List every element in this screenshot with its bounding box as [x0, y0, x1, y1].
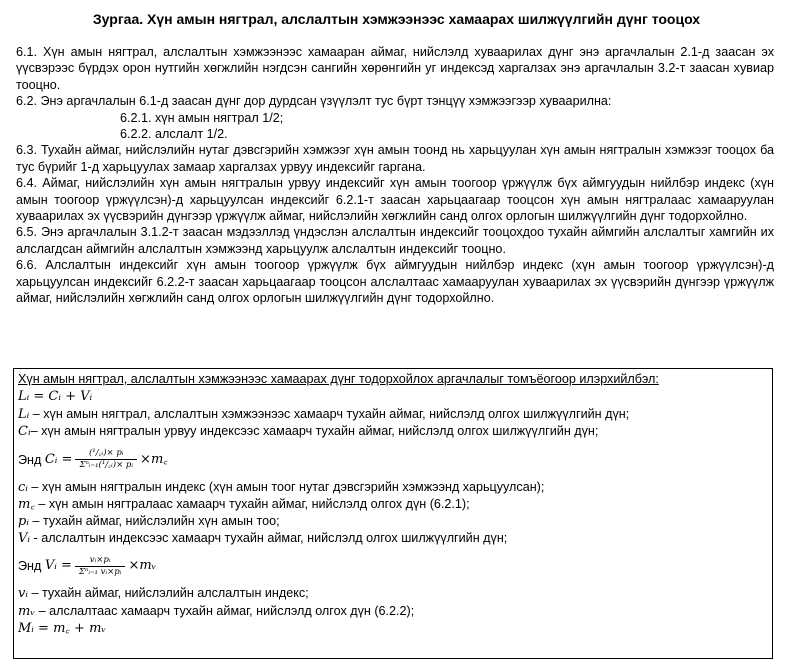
paragraph-6-5: 6.5. Энэ аргачлалын 3.1.2-т заасан мэдээллэд үндэслэн алслалтын индексийг тооцохдоо тухайн аймгийн алслалтыг хамгийн их алслагдсан аймгийн алслалтын хэмжээнд харьцуулж алслалтын индексийг тооцно. [16, 225, 774, 256]
definition-L-text: – хүн амын нягтрал, алслалтын хэмжээнээс хамаарч тухайн аймаг, нийслэлд олгох шилжүүлгийн дүн; [29, 407, 630, 422]
section-title: Зургаа. Хүн амын нягтрал, алслалтын хэмжээнээс хамаарах шилжүүлгийн дүнг тооцох [92, 11, 701, 27]
definition-c-text: – хүн амын нягтралын индекс (хүн амын тоог нутаг дэвсгэрийн хэмжээнд харьцуулсан); [27, 479, 545, 494]
symbol-v: vᵢ [18, 586, 28, 602]
paragraph-6-6: 6.6. Алслалтын индексийг хүн амын тоогоор үржүүлж бүх аймгуудын нийлбэр индекс (хүн амын тоогоор үржүүлсэн)-д харьцуулсан индексийг 6.2.2-т заасан харьцаагаар тооцсон алслалтаас хамааруулан хуваарилах эх үүсвэрийн дүнгээр үржүүлж аймаг, нийслэлийн хөгжлийн санд олгох орлогын шилжүүлгийн дүнг тодорхойлно. [16, 258, 774, 306]
definition-mc [18, 496, 768, 513]
definition-v-text: – тухайн аймаг, нийслэлийн алслалтын индекс; [27, 586, 309, 601]
symbol-V: Vᵢ [18, 531, 31, 547]
definition-C [18, 423, 768, 440]
definition-V [18, 530, 768, 547]
symbol-C: Cᵢ [18, 424, 31, 440]
paragraph-6-2-1: 6.2.1. хүн амын нягтрал 1/2; [120, 110, 284, 125]
definition-mv-text: – алслалтаас хамаарч тухайн аймаг, нийслэлд олгох дүн (6.2.2); [35, 603, 415, 618]
symbol-c: cᵢ [18, 479, 28, 495]
formula-V-numerator: vᵢ×pᵢ [89, 554, 111, 565]
formula-L-text: Lᵢ = Cᵢ + Vᵢ [18, 388, 93, 404]
formula-M [18, 620, 768, 639]
paragraph-6-3: 6.3. Тухайн аймаг, нийслэлийн нутаг дэвсгэрийн хэмжээг хүн амын тоонд нь харьцуулан хүн амын нягтралын хэмжээг тооцох ба тус бүрийг 1-д харьцуулах замаар харгалзах урвуу индексийг гаргана. [16, 143, 774, 174]
definition-v-index [18, 585, 768, 602]
formula-C-numerator: (¹/꜀ᵢ)× pᵢ [88, 448, 124, 459]
paragraph-6-2-2: 6.2.2. алслалт 1/2. [120, 127, 228, 142]
definition-mv [18, 603, 768, 620]
formula-C-multiplier: ×m꜀ [140, 451, 168, 467]
formula-C-lhs: Cᵢ = [44, 451, 73, 467]
symbol-mc: m꜀ [18, 496, 35, 512]
definition-p-text: – тухайн аймаг, нийслэлийн хүн амын тоо; [28, 514, 280, 529]
formula-C-fraction [75, 448, 137, 471]
symbol-p: pᵢ [18, 514, 29, 530]
definition-p [18, 513, 768, 530]
formula-V-multiplier: ×mᵥ [128, 558, 157, 574]
symbol-L: Lᵢ [18, 407, 30, 423]
formula-V-lhs: Vᵢ = [44, 558, 72, 574]
where-label: Энд [18, 559, 42, 574]
formula-C-denominator: Σⁿᵢ₌₁(¹/꜀ᵢ)× pᵢ [75, 459, 137, 471]
definition-V-text: - алслалтын индексээс хамаарч тухайн аймаг, нийслэлд олгох шилжүүлгийн дүн; [30, 531, 508, 546]
formula-box [13, 368, 773, 659]
document-body [16, 44, 774, 307]
symbol-mv: mᵥ [18, 603, 36, 619]
formula-L [18, 387, 768, 406]
definition-L [18, 406, 768, 423]
formula-V-fraction [75, 555, 126, 578]
paragraph-6-4: 6.4. Аймаг, нийслэлийн хүн амын нягтралын урвуу индексийг хүн амын тоогоор үржүүлж бүх аймгуудын нийлбэр индекс (хүн амын тоогоор үржүүлсэн)-д харьцуулсан индексийг 6.2.1-т заасан харьцаагаар тооцсон хүн амын нягтралаас хамааруулан хуваарилах эх үүсвэрийн дүнгээр үржүүлж аймаг, нийслэлийн хөгжлийн санд олгох орлогын шилжүүлгийн дүнг тодорхойлно. [16, 176, 774, 224]
formula-M-text: Mᵢ = m꜀ + mᵥ [18, 621, 107, 637]
definition-mc-text: – хүн амын нягтралаас хамаарч тухайн аймаг, нийслэлд олгох дүн (6.2.1); [34, 496, 470, 511]
definition-c-index [18, 479, 768, 496]
where-label: Энд [18, 452, 42, 467]
formula-C [18, 441, 768, 479]
formula-V [18, 547, 768, 585]
paragraph-6-1: 6.1. Хүн амын нягтрал, алслалтын хэмжээнээс хамааран аймаг, нийслэлд хуваарилах дүнг энэ аргачлалын 2.1-д заасан эх үүсвэрээс бүрдэх орон нутгийн хөгжлийн нэгдсэн сангийн хөрөнгийн уг индексэд харгалзах энэ аргачлалын 3.2-т заасан хувиар тооцно. [16, 45, 774, 92]
definition-C-text: – хүн амын нягтралын урвуу индексээс хамаарч тухайн аймаг, нийслэлд олгох шилжүүлгийн дүн; [30, 424, 599, 439]
paragraph-6-2: 6.2. Энэ аргачлалын 6.1-д заасан дүнг дор дурдсан үзүүлэлт тус бүрт тэнцүү хэмжээгээр хуваарилна: [16, 94, 612, 109]
formula-V-denominator: Σⁿᵢ₌₁ vᵢ×pᵢ [75, 566, 126, 578]
formula-box-heading: Хүн амын нягтрал, алслалтын хэмжээнээс хамаарах дүнг тодорхойлох аргачлалыг томъёогоор илэрхийлбэл: [18, 372, 659, 386]
